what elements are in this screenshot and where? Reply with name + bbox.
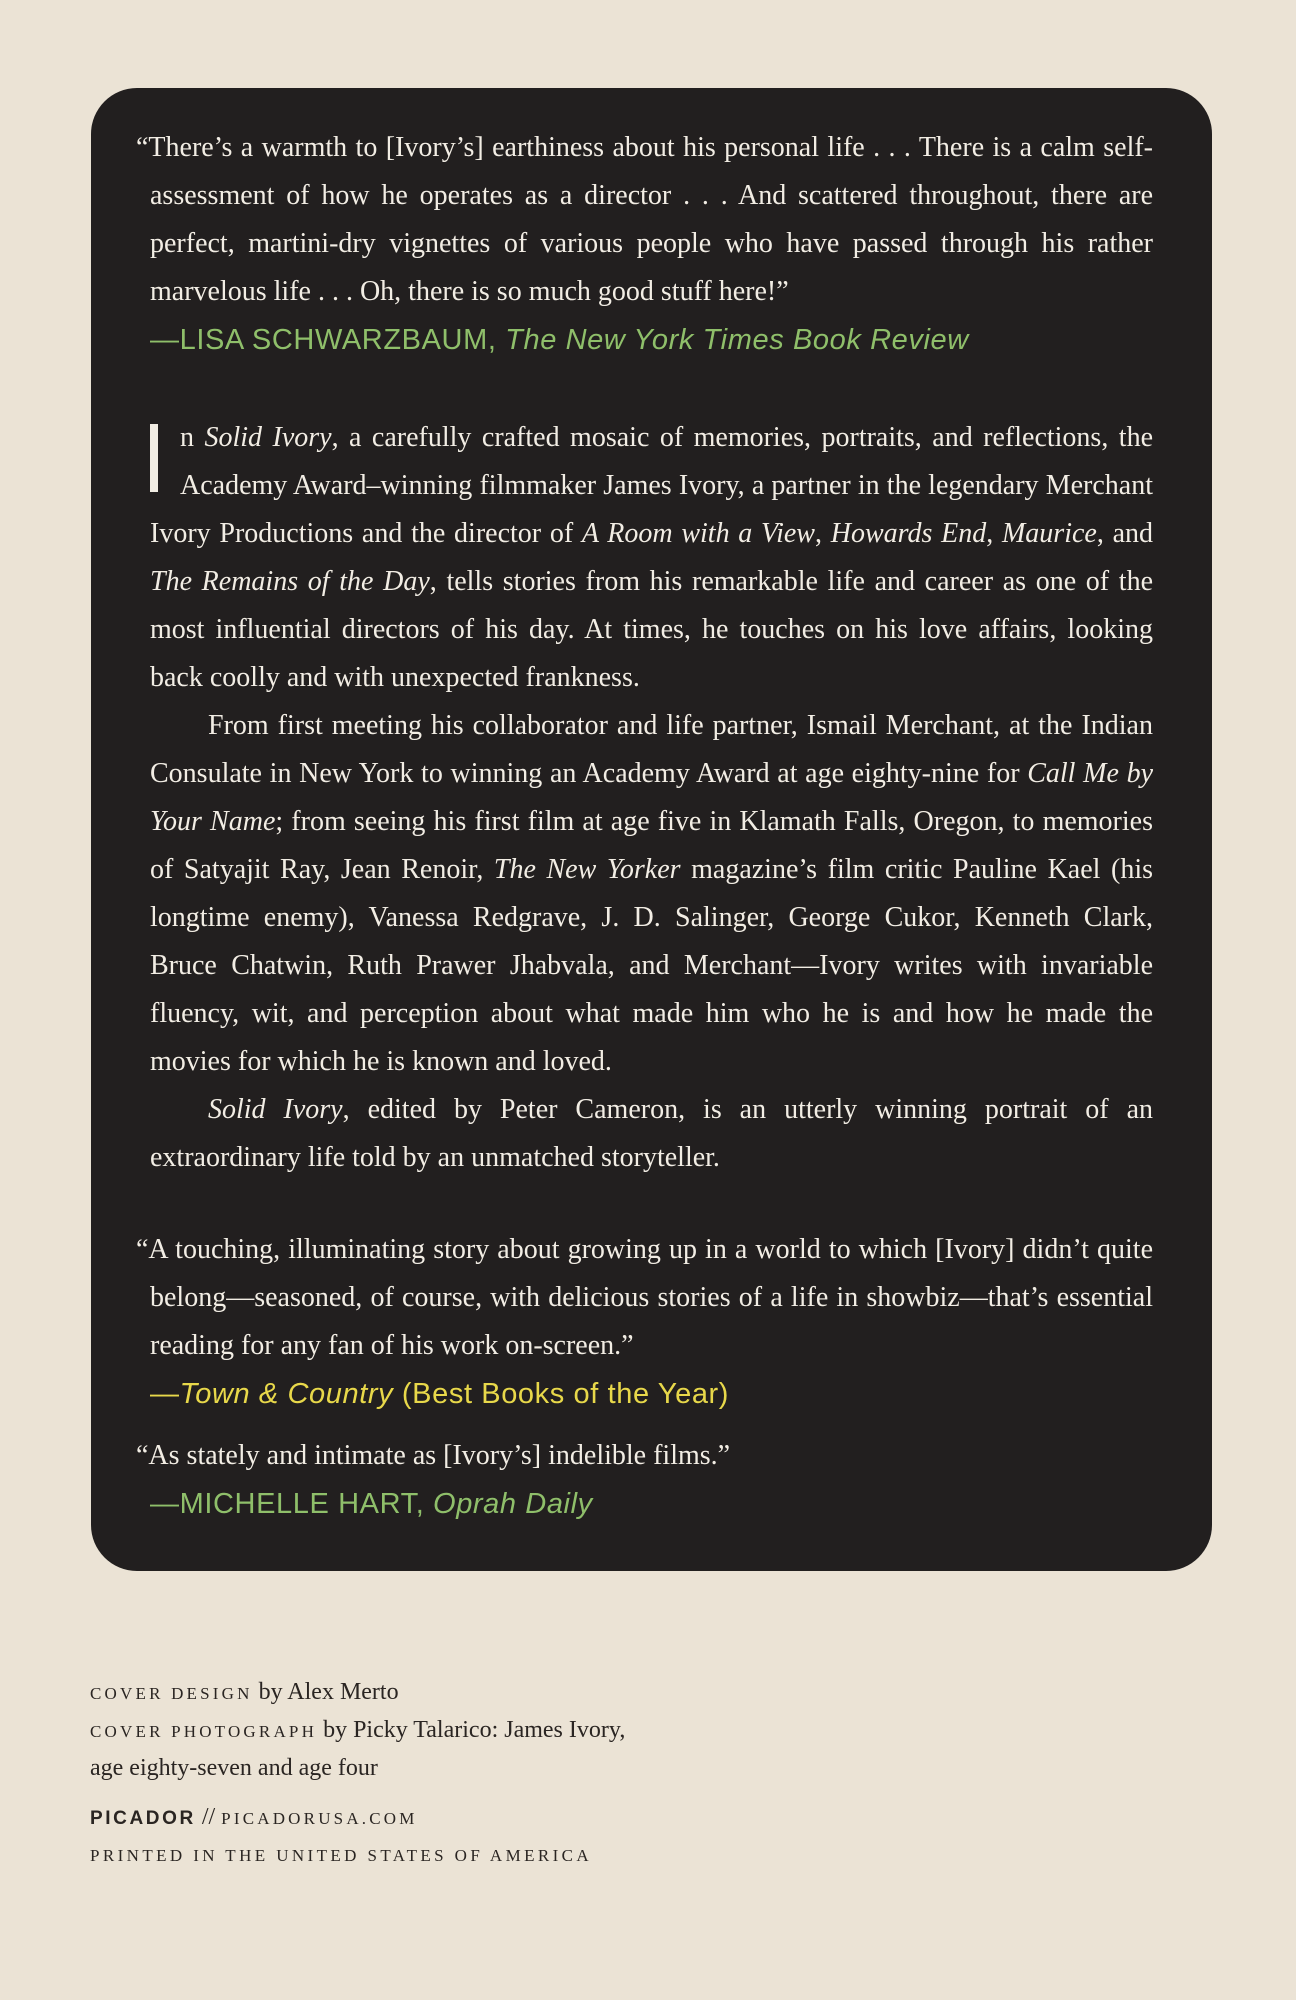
title-howards-end: Howards End (830, 518, 987, 549)
attribution-source: The New York Times Book Review (505, 324, 969, 356)
publisher-name: PICADOR (90, 1808, 196, 1829)
attribution-source: Oprah Daily (433, 1488, 593, 1520)
title-solid-ivory: Solid Ivory (204, 422, 332, 453)
description-paragraph-1: n Solid Ivory, a carefully crafted mosaic of memories, portraits, and reflections, the Academy Award–winning filmmaker James Ivory, a partner in the legendary Merchant Ivory Productions and the director of A Room with a View, Howards End, Maurice, and The Remains of the Day, tells stories from his remarkable life and career as one of the most influential directors of his day. At times, he touches on his love affairs, looking back coolly and with unexpected frankness. (150, 422, 1154, 693)
publisher-website: PICADORUSA.COM (221, 1809, 418, 1828)
review-quote-2: “A touching, illuminating story about growing up in a world to which [Ivory] didn’t quite belong—seasoned, of course, with delicious stories of a life in showbiz—that’s essential reading for any fan of his work on-screen.” (136, 1234, 1153, 1361)
cover-design-credit: COVER DESIGN by Alex Merto (90, 1679, 399, 1705)
title-room-with-a-view: A Room with a View (581, 518, 815, 549)
description-paragraph-3: Solid Ivory, edited by Peter Cameron, is an utterly winning portrait of an extraordinary life told by an unmatched storyteller. (150, 1094, 1153, 1173)
review-quote-1: “There’s a warmth to [Ivory’s] earthiness about his personal life . . . There is a calm self-assessment of how he operates as a director . . . And scattered throughout, there are perfect, martini-dry vignettes of various people who have passed through his rather marvelous life . . . Oh, there is so much good stuff here!” (136, 132, 1153, 307)
drop-cap-i (150, 424, 158, 492)
title-call-me-by-your-name: Call Me by Your Name (150, 758, 1153, 837)
review-attribution-3 (150, 1482, 1153, 1526)
review-attribution-1 (150, 318, 1153, 362)
attribution-author: —MICHELLE HART, (150, 1488, 434, 1520)
attribution-source: Town & Country (179, 1378, 394, 1410)
review-quote-3: “As stately and intimate as [Ivory’s] indelible films.” (136, 1440, 731, 1471)
cover-photo-credit: COVER PHOTOGRAPH by Picky Talarico: James Ivory, (90, 1717, 626, 1743)
publisher-line: PICADOR // PICADORUSA.COM (90, 1804, 418, 1830)
back-cover-panel (91, 88, 1212, 1571)
review-attribution-2: —Town & Country (Best Books of the Year) (150, 1378, 730, 1410)
cover-photo-credit-line-2: age eighty-seven and age four (90, 1755, 378, 1781)
title-solid-ivory-2: Solid Ivory (208, 1094, 343, 1125)
description-paragraph-2: From first meeting his collaborator and life partner, Ismail Merchant, at the Indian Consulate in New York to winning an Academy Award at age eighty-nine for Call Me by Your Name; from seeing his first film at age five in Klamath Falls, Oregon, to memories of Satyajit Ray, Jean Renoir, The New Yorker magazine’s film critic Pauline Kael (his longtime enemy), Vanessa Redgrave, J. D. Salinger, George Cukor, Kenneth Clark, Bruce Chatwin, Ruth Prawer Jhabvala, and Merchant—Ivory writes with invariable fluency, wit, and perception about what made him who he is and how he made the movies for which he is known and loved. (150, 710, 1154, 1077)
title-remains-of-the-day: The Remains of the Day (150, 566, 430, 597)
credits-footer (90, 1674, 990, 1874)
attribution-author: —LISA SCHWARZBAUM, (150, 324, 506, 356)
title-maurice: Maurice (1001, 518, 1097, 549)
title-the-new-yorker: The New Yorker (493, 854, 681, 885)
printed-in-line: PRINTED IN THE UNITED STATES OF AMERICA (90, 1846, 593, 1865)
